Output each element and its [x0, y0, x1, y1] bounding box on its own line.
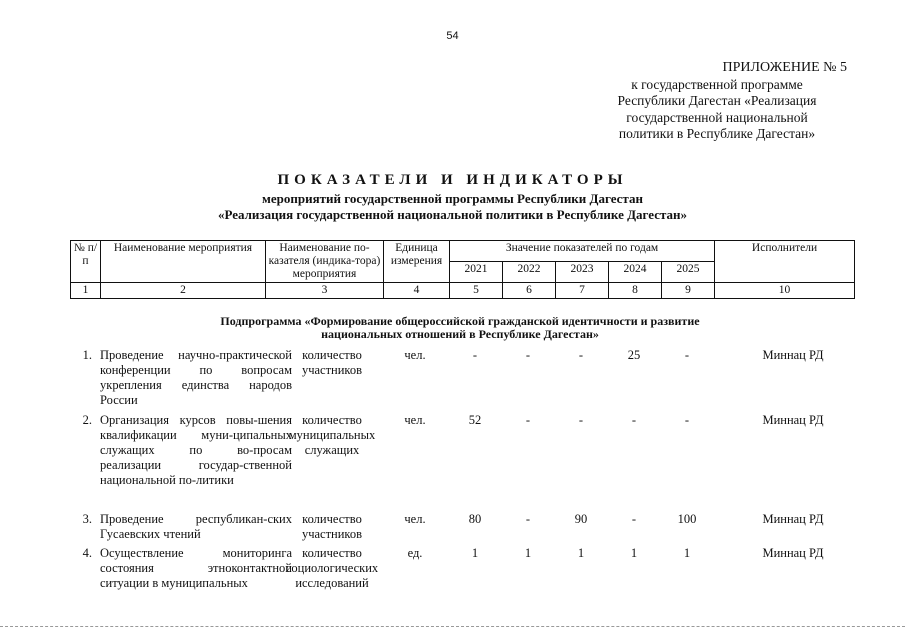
header-year: 2022: [503, 262, 556, 283]
event-name: Проведение научно-практической конференции по вопросам укрепления единства народов России: [100, 348, 292, 407]
subprogram-title: Подпрограмма «Формирование общероссийской гражданской идентичности и развитие национальных отношений в Республике Дагестан»: [220, 314, 700, 341]
page-bottom-edge: [0, 626, 905, 627]
appendix-block: [587, 60, 847, 143]
executor-cell: Миннац РД: [762, 413, 824, 427]
year-value: -: [472, 348, 478, 362]
year-value: 52: [468, 413, 482, 427]
indicator-name: количество участников: [301, 348, 363, 377]
header-year: 2023: [556, 262, 609, 283]
event-name: Организация курсов повы-шения квалификации муни-ципальных служащих по во-просам реализации государ-ственной национальной по-литики: [100, 413, 292, 487]
row-number: 4.: [82, 546, 92, 560]
header-event-name: Наименование мероприятия: [101, 241, 266, 283]
year-value: 90: [574, 512, 588, 526]
year-value: -: [631, 512, 637, 526]
event-name: Проведение республикан-ских Гусаевских чтений: [100, 512, 292, 541]
appendix-line: государственной национальной: [626, 109, 808, 125]
header-year: 2024: [609, 262, 662, 283]
header-executors: Исполнители: [715, 241, 855, 283]
year-value: 25: [627, 348, 641, 362]
subtitle-line: мероприятий государственной программы Республики Дагестан: [262, 191, 643, 206]
year-value: -: [684, 348, 690, 362]
header-no: № п/п: [71, 241, 101, 283]
column-number: 9: [662, 283, 715, 299]
year-value: -: [578, 413, 584, 427]
year-value: -: [684, 413, 690, 427]
year-value: 1: [524, 546, 532, 560]
year-value: 80: [468, 512, 482, 526]
year-value: -: [525, 348, 531, 362]
executor-cell: Миннац РД: [762, 348, 824, 362]
year-value: 1: [630, 546, 638, 560]
unit-cell: чел.: [404, 413, 426, 427]
appendix-line: к государственной программе: [631, 76, 803, 92]
row-number: 3.: [82, 512, 92, 526]
year-value: 100: [677, 512, 697, 526]
year-value: 1: [577, 546, 585, 560]
column-number: 3: [266, 283, 384, 299]
column-number: 7: [556, 283, 609, 299]
appendix-title: ПРИЛОЖЕНИЕ № 5: [722, 60, 847, 75]
indicators-table-header: [70, 240, 855, 299]
page-number: 54: [446, 30, 459, 42]
indicator-name: количество муниципальных служащих: [288, 413, 376, 457]
header-unit: Единица измерения: [384, 241, 450, 283]
header-year: 2025: [662, 262, 715, 283]
column-number: 5: [450, 283, 503, 299]
executor-cell: Миннац РД: [762, 512, 824, 526]
column-number: 10: [715, 283, 855, 299]
unit-cell: чел.: [404, 348, 426, 362]
column-number: 6: [503, 283, 556, 299]
document-subtitle: [0, 191, 905, 223]
column-number: 2: [101, 283, 266, 299]
year-value: -: [525, 512, 531, 526]
executor-cell: Миннац РД: [762, 546, 824, 560]
year-value: -: [631, 413, 637, 427]
column-number: 1: [71, 283, 101, 299]
appendix-line: политики в Республике Дагестан»: [618, 126, 816, 141]
indicator-name: количество участников: [301, 512, 363, 541]
year-value: 1: [471, 546, 479, 560]
event-name: Осуществление мониторинга состояния этноконтактной ситуации в муниципальных: [100, 546, 292, 590]
year-value: -: [525, 413, 531, 427]
column-number: 8: [609, 283, 662, 299]
header-indicator-name: Наименование по-казателя (индика-тора) мероприятия: [266, 241, 384, 283]
unit-cell: ед.: [407, 546, 423, 560]
unit-cell: чел.: [404, 512, 426, 526]
year-value: -: [578, 348, 584, 362]
appendix-line: Республики Дагестан «Реализация: [617, 93, 817, 108]
header-values-by-year: Значение показателей по годам: [450, 241, 715, 262]
document-title: ПОКАЗАТЕЛИ И ИНДИКАТОРЫ: [277, 172, 628, 188]
row-number: 2.: [82, 413, 92, 427]
row-number: 1.: [82, 348, 92, 362]
year-value: 1: [683, 546, 691, 560]
indicator-name: количество социологических исследований: [285, 546, 379, 590]
column-number: 4: [384, 283, 450, 299]
subtitle-line: «Реализация государственной национальной политики в Республике Дагестан»: [217, 207, 688, 222]
header-year: 2021: [450, 262, 503, 283]
